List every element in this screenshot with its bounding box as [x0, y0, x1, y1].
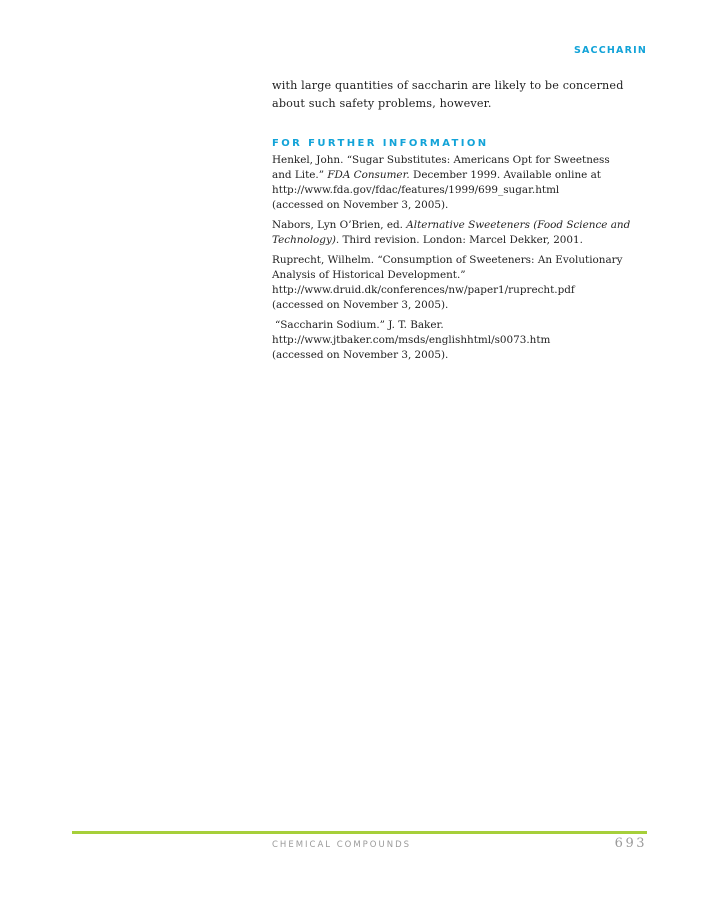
- page-number: 693: [614, 836, 647, 851]
- reference-line: [272, 168, 647, 183]
- reference-line: [272, 348, 647, 363]
- reference-line: [272, 233, 647, 248]
- reference-text: (accessed on November 3, 2005).: [272, 299, 449, 311]
- main-content: [272, 77, 647, 368]
- reference-text: “Saccharin Sodium.” J. T. Baker.: [275, 319, 444, 331]
- reference-line: [272, 253, 647, 268]
- reference-line: [272, 183, 647, 198]
- reference-line: [272, 153, 647, 168]
- section-heading-further-information: FOR FURTHER INFORMATION: [272, 138, 489, 149]
- reference-title-italic: FDA Consumer.: [327, 169, 410, 181]
- reference-line: [272, 298, 647, 313]
- reference-text: (accessed on November 3, 2005).: [272, 199, 449, 211]
- reference-text: http://www.fda.gov/fdac/features/1999/699_sugar.html: [272, 184, 560, 196]
- reference-line: [272, 268, 647, 283]
- footer-rule: [72, 831, 647, 834]
- reference-text: http://www.jtbaker.com/msds/englishhtml/s0073.htm: [272, 334, 551, 346]
- reference-text: and Lite.”: [272, 169, 328, 181]
- reference-entry: [272, 218, 647, 248]
- reference-line: [272, 198, 647, 213]
- body-paragraph: [272, 77, 647, 113]
- reference-text: http://www.druid.dk/conferences/nw/paper1/ruprecht.pdf: [272, 284, 575, 296]
- reference-list: [272, 153, 647, 363]
- reference-entry: [272, 153, 647, 213]
- reference-line: [272, 218, 647, 233]
- reference-entry: [272, 253, 647, 313]
- reference-text: Nabors, Lyn O’Brien, ed.: [272, 219, 407, 231]
- reference-text: Third revision. London: Marcel Dekker, 2001.: [339, 234, 583, 246]
- running-head: SACCHARIN: [573, 45, 647, 56]
- reference-line: [272, 333, 647, 348]
- reference-title-italic: Technology).: [272, 234, 340, 246]
- reference-title-italic: Alternative Sweeteners (Food Science and: [406, 219, 631, 231]
- reference-text: December 1999. Available online at: [409, 169, 601, 181]
- reference-entry: [272, 318, 647, 363]
- reference-text: Analysis of Historical Development.”: [272, 269, 466, 281]
- reference-line: [275, 318, 647, 333]
- reference-text: Henkel, John. “Sugar Substitutes: Americans Opt for Sweetness: [272, 154, 610, 166]
- paragraph-line: about such safety problems, however.: [272, 97, 492, 110]
- reference-text: (accessed on November 3, 2005).: [272, 349, 449, 361]
- paragraph-line: with large quantities of saccharin are likely to be concerned: [272, 79, 624, 92]
- footer-book-title: CHEMICAL COMPOUNDS: [272, 840, 412, 850]
- reference-line: [272, 283, 647, 298]
- reference-text: Ruprecht, Wilhelm. “Consumption of Sweeteners: An Evolutionary: [272, 254, 623, 266]
